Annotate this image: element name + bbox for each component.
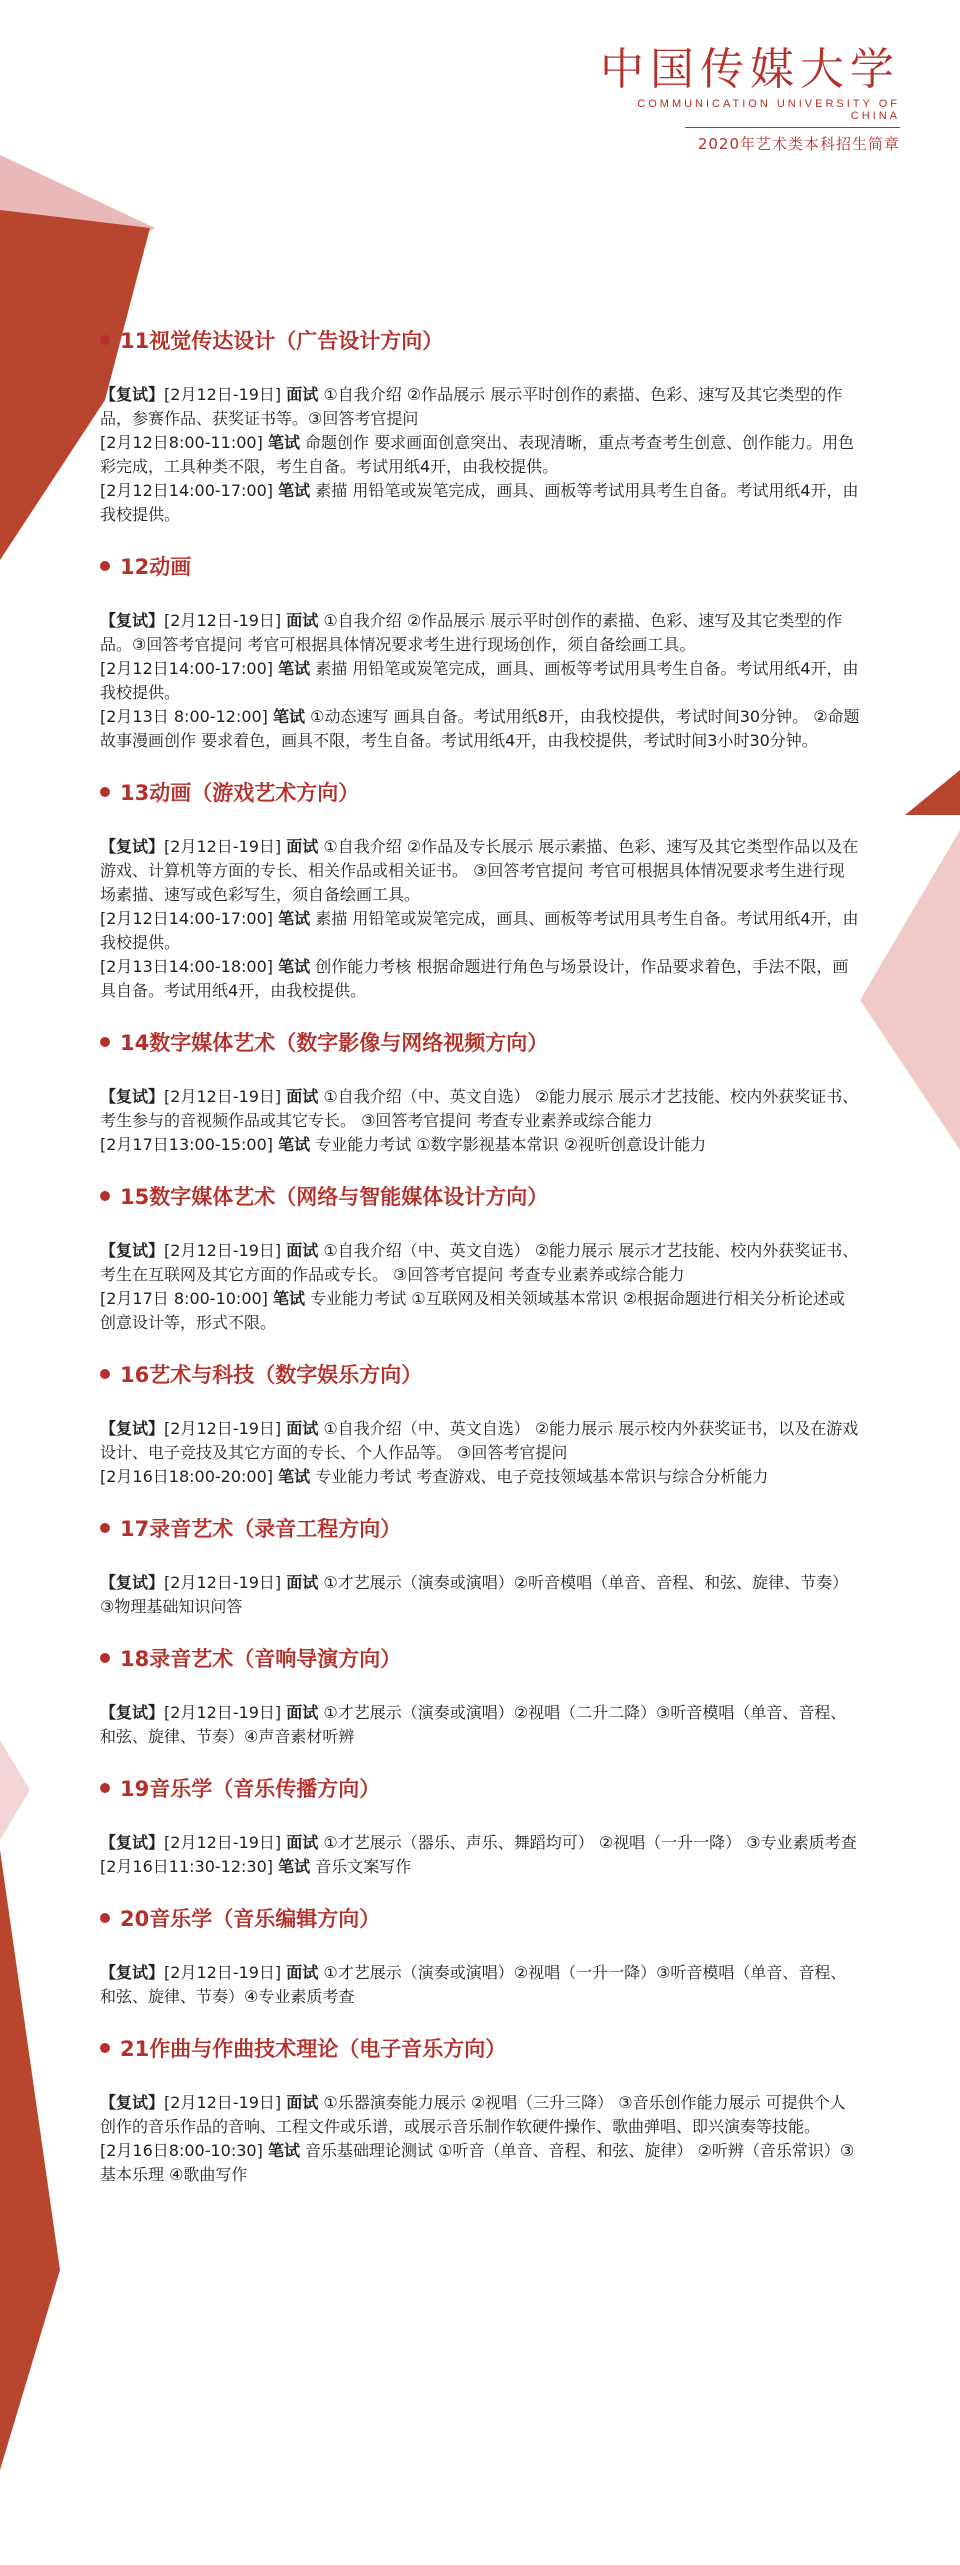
section-title-text: 18录音艺术（音响导演方向） xyxy=(120,1647,402,1671)
exam-description: 专业能力考试 考查游戏、电子竞技领域基本常识与综合分析能力 xyxy=(315,1467,769,1486)
exam-type: 面试 xyxy=(286,1833,319,1852)
exam-entry xyxy=(100,657,860,705)
header-divider xyxy=(685,127,900,128)
exam-date: [2月12日14:00-17:00] xyxy=(100,909,274,928)
program-section xyxy=(100,1359,860,1489)
program-section xyxy=(100,1643,860,1749)
program-section xyxy=(100,1513,860,1619)
exam-date: [2月12日14:00-17:00] xyxy=(100,659,274,678)
decor-triangles-right-mid xyxy=(850,770,960,1150)
exam-type: 笔试 xyxy=(278,957,311,976)
exam-entry xyxy=(100,907,860,955)
bullet-icon xyxy=(100,1523,110,1533)
exam-entry xyxy=(100,835,860,907)
exam-description: 音乐基础理论测试 ①听音（单音、音程、和弦、旋律） ②听辨（音乐常识）③基本乐理 ④歌曲写作 xyxy=(100,2141,855,2184)
exam-type: 面试 xyxy=(286,1963,319,1982)
exam-entry xyxy=(100,1133,860,1157)
section-title xyxy=(100,1181,860,1211)
exam-description: ①动态速写 画具自备。考试用纸8开，由我校提供，考试时间30分钟。 ②命题故事漫画创作 要求着色，画具不限，考生自备。考试用纸4开，由我校提供，考试时间3小时30分钟。 xyxy=(100,707,860,750)
exam-description: 素描 用铅笔或炭笔完成，画具、画板等考试用具考生自备。考试用纸4开，由我校提供。 xyxy=(100,909,859,952)
exam-date: [2月17日13:00-15:00] xyxy=(100,1135,274,1154)
exam-date: [2月16日18:00-20:00] xyxy=(100,1467,274,1486)
exam-description: ①自我介绍（中、英文自选） ②能力展示 展示校内外获奖证书，以及在游戏设计、电子竞技及其它方面的专长、个人作品等。 ③回答考官提问 xyxy=(100,1419,859,1462)
exam-entry xyxy=(100,479,860,527)
exam-type: 面试 xyxy=(286,385,319,404)
bullet-icon xyxy=(100,1191,110,1201)
exam-entry xyxy=(100,705,860,753)
exam-date: [2月12日-19日] xyxy=(164,837,282,856)
exam-type: 笔试 xyxy=(278,1857,311,1876)
exam-description: ①自我介绍 ②作品及专长展示 展示素描、色彩、速写及其它类型作品以及在游戏、计算机等方面的专长、相关作品或相关证书。 ③回答考官提问 考官可根据具体情况要求考生进行现场素描、速写或色彩写生，须自备绘画工具。 xyxy=(100,837,859,904)
program-section xyxy=(100,325,860,527)
program-section xyxy=(100,1027,860,1157)
section-title-text: 17录音艺术（录音工程方向） xyxy=(120,1517,402,1541)
exam-type: 面试 xyxy=(286,1419,319,1438)
exam-entry xyxy=(100,431,860,479)
exam-entry xyxy=(100,1855,860,1879)
section-title xyxy=(100,325,860,355)
exam-stage-label: 【复试】 xyxy=(100,1963,165,1982)
section-title xyxy=(100,551,860,581)
exam-type: 面试 xyxy=(286,1703,319,1722)
section-title-text: 14数字媒体艺术（数字影像与网络视频方向） xyxy=(120,1031,549,1055)
exam-entry xyxy=(100,955,860,1003)
exam-entry xyxy=(100,383,860,431)
exam-date: [2月17日 8:00-10:00] xyxy=(100,1289,268,1308)
exam-type: 笔试 xyxy=(278,909,311,928)
exam-description: ①自我介绍 ②作品展示 展示平时创作的素描、色彩、速写及其它类型的作品。③回答考官提问 考官可根据具体情况要求考生进行现场创作，须自备绘画工具。 xyxy=(100,611,843,654)
program-section xyxy=(100,1773,860,1879)
section-title xyxy=(100,1027,860,1057)
section-title xyxy=(100,2033,860,2063)
bullet-icon xyxy=(100,1913,110,1923)
exam-type: 面试 xyxy=(286,611,319,630)
exam-stage-label: 【复试】 xyxy=(100,837,165,856)
section-title-text: 11视觉传达设计（广告设计方向） xyxy=(120,329,444,353)
exam-type: 面试 xyxy=(286,1241,319,1260)
exam-entry xyxy=(100,2091,860,2139)
section-title xyxy=(100,1903,860,1933)
exam-stage-label: 【复试】 xyxy=(100,1241,165,1260)
exam-entry xyxy=(100,2139,860,2187)
section-title xyxy=(100,1773,860,1803)
bullet-icon xyxy=(100,787,110,797)
exam-stage-label: 【复试】 xyxy=(100,611,165,630)
exam-date: [2月12日-19日] xyxy=(164,1419,282,1438)
exam-type: 笔试 xyxy=(278,1135,311,1154)
bullet-icon xyxy=(100,1783,110,1793)
exam-entry xyxy=(100,1571,860,1619)
exam-entry xyxy=(100,1961,860,2009)
decor-triangles-left-bottom xyxy=(0,1710,90,2470)
exam-description: ①自我介绍 ②作品展示 展示平时创作的素描、色彩、速写及其它类型的作品，参赛作品、获奖证书等。③回答考官提问 xyxy=(100,385,843,428)
exam-date: [2月12日-19日] xyxy=(164,611,282,630)
exam-description: 素描 用铅笔或炭笔完成，画具、画板等考试用具考生自备。考试用纸4开，由我校提供。 xyxy=(100,659,859,702)
exam-date: [2月16日11:30-12:30] xyxy=(100,1857,274,1876)
exam-entry xyxy=(100,1239,860,1287)
section-title-text: 19音乐学（音乐传播方向） xyxy=(120,1777,381,1801)
exam-date: [2月12日-19日] xyxy=(164,385,282,404)
program-section xyxy=(100,551,860,753)
section-title-text: 15数字媒体艺术（网络与智能媒体设计方向） xyxy=(120,1185,549,1209)
exam-type: 笔试 xyxy=(273,1289,306,1308)
exam-entry xyxy=(100,1701,860,1749)
section-title xyxy=(100,1359,860,1389)
program-section xyxy=(100,2033,860,2187)
exam-date: [2月12日-19日] xyxy=(164,1833,282,1852)
exam-date: [2月12日-19日] xyxy=(164,1241,282,1260)
exam-type: 笔试 xyxy=(273,707,306,726)
exam-stage-label: 【复试】 xyxy=(100,2093,165,2112)
exam-entry xyxy=(100,1085,860,1133)
university-english-name: COMMUNICATION UNIVERSITY OF CHINA xyxy=(637,98,900,122)
exam-description: 命题创作 要求画面创意突出、表现清晰，重点考查考生创意、创作能力。用色彩完成，工具种类不限，考生自备。考试用纸4开，由我校提供。 xyxy=(100,433,855,476)
exam-date: [2月13日 8:00-12:00] xyxy=(100,707,268,726)
exam-type: 笔试 xyxy=(278,659,311,678)
exam-date: [2月16日8:00-10:30] xyxy=(100,2141,263,2160)
exam-date: [2月12日-19日] xyxy=(164,2093,282,2112)
bullet-icon xyxy=(100,1369,110,1379)
exam-stage-label: 【复试】 xyxy=(100,1087,165,1106)
section-title-text: 13动画（游戏艺术方向） xyxy=(120,781,360,805)
exam-entry xyxy=(100,1465,860,1489)
bullet-icon xyxy=(100,561,110,571)
exam-description: ①乐器演奏能力展示 ②视唱（三升三降） ③音乐创作能力展示 可提供个人创作的音乐作品的音响、工程文件或乐谱，或展示音乐制作软硬件操作、歌曲弹唱、即兴演奏等技能。 xyxy=(100,2093,846,2136)
exam-description: ①才艺展示（演奏或演唱）②视唱（一升一降）③听音模唱（单音、音程、和弦、旋律、节奏）④专业素质考查 xyxy=(100,1963,847,2006)
exam-type: 笔试 xyxy=(267,433,300,452)
exam-description: 专业能力考试 ①互联网及相关领域基本常识 ②根据命题进行相关分析论述或创意设计等，形式不限。 xyxy=(100,1289,846,1332)
program-list xyxy=(100,325,860,2211)
program-section xyxy=(100,1903,860,2009)
exam-date: [2月13日14:00-18:00] xyxy=(100,957,274,976)
section-title-text: 12动画 xyxy=(120,555,192,579)
exam-type: 面试 xyxy=(286,837,319,856)
exam-stage-label: 【复试】 xyxy=(100,1703,165,1722)
exam-stage-label: 【复试】 xyxy=(100,1419,165,1438)
exam-entry xyxy=(100,1287,860,1335)
exam-stage-label: 【复试】 xyxy=(100,1833,165,1852)
section-title xyxy=(100,1513,860,1543)
exam-type: 面试 xyxy=(286,1087,319,1106)
brochure-header xyxy=(600,44,900,154)
exam-date: [2月12日-19日] xyxy=(164,1703,282,1722)
section-title-text: 20音乐学（音乐编辑方向） xyxy=(120,1907,381,1931)
exam-entry xyxy=(100,1417,860,1465)
exam-type: 面试 xyxy=(286,1573,319,1592)
bullet-icon xyxy=(100,2043,110,2053)
exam-description: ①才艺展示（演奏或演唱）②视唱（二升二降）③听音模唱（单音、音程、和弦、旋律、节奏）④声音素材听辨 xyxy=(100,1703,847,1746)
exam-type: 笔试 xyxy=(278,481,311,500)
exam-type: 笔试 xyxy=(278,1467,311,1486)
exam-date: [2月12日-19日] xyxy=(164,1087,282,1106)
program-section xyxy=(100,777,860,1003)
university-logo: 中国传媒大学 xyxy=(600,44,900,95)
program-section xyxy=(100,1181,860,1335)
exam-description: ①才艺展示（器乐、声乐、舞蹈均可） ②视唱（一升一降） ③专业素质考查 xyxy=(323,1833,857,1852)
exam-stage-label: 【复试】 xyxy=(100,385,165,404)
section-title xyxy=(100,777,860,807)
exam-description: ①才艺展示（演奏或演唱）②听音模唱（单音、音程、和弦、旋律、节奏） ③物理基础知识问答 xyxy=(100,1573,849,1616)
exam-entry xyxy=(100,609,860,657)
exam-description: 创作能力考核 根据命题进行角色与场景设计，作品要求着色，手法不限，画具自备。考试用纸4开，由我校提供。 xyxy=(100,957,849,1000)
brochure-title: 2020年艺术类本科招生简章 xyxy=(697,135,900,153)
bullet-icon xyxy=(100,335,110,345)
exam-description: 专业能力考试 ①数字影视基本常识 ②视听创意设计能力 xyxy=(315,1135,707,1154)
exam-date: [2月12日-19日] xyxy=(164,1573,282,1592)
section-title-text: 21作曲与作曲技术理论（电子音乐方向） xyxy=(120,2037,507,2061)
exam-date: [2月12日14:00-17:00] xyxy=(100,481,274,500)
section-title-text: 16艺术与科技（数字娱乐方向） xyxy=(120,1363,423,1387)
exam-description: ①自我介绍（中、英文自选） ②能力展示 展示才艺技能、校内外获奖证书、考生在互联网及其它方面的作品或专长。 ③回答考官提问 考查专业素养或综合能力 xyxy=(100,1241,859,1284)
exam-description: 素描 用铅笔或炭笔完成，画具、画板等考试用具考生自备。考试用纸4开，由我校提供。 xyxy=(100,481,859,524)
exam-type: 面试 xyxy=(286,2093,319,2112)
exam-type: 笔试 xyxy=(267,2141,300,2160)
exam-description: ①自我介绍（中、英文自选） ②能力展示 展示才艺技能、校内外获奖证书、考生参与的音视频作品或其它专长。 ③回答考官提问 考查专业素养或综合能力 xyxy=(100,1087,859,1130)
exam-date: [2月12日8:00-11:00] xyxy=(100,433,263,452)
bullet-icon xyxy=(100,1037,110,1047)
bullet-icon xyxy=(100,1653,110,1663)
section-title xyxy=(100,1643,860,1673)
exam-date: [2月12日-19日] xyxy=(164,1963,282,1982)
exam-description: 音乐文案写作 xyxy=(315,1857,412,1876)
exam-entry xyxy=(100,1831,860,1855)
exam-stage-label: 【复试】 xyxy=(100,1573,165,1592)
